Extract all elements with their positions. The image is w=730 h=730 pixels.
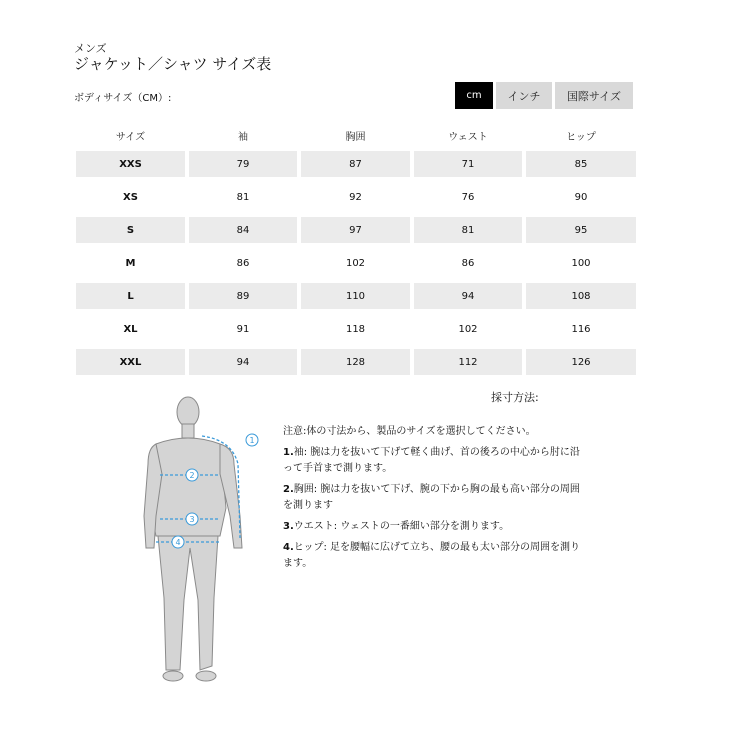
size-cell: S [76,217,185,243]
table-cell: 71 [414,151,522,177]
table-cell: 94 [414,283,522,309]
table-row [76,349,636,375]
table-cell: 118 [301,316,410,342]
table-row [76,184,636,210]
marker-2: 2 [189,471,195,480]
step-number: 1. [283,447,294,458]
column-header-hip: ヒップ [566,131,596,143]
marker-1: 1 [249,436,255,445]
size-cell: L [76,283,185,309]
table-cell: 116 [526,316,636,342]
tab-cm[interactable]: cm [455,82,493,109]
body-silhouette [144,397,242,681]
table-cell: 94 [189,349,297,375]
step-number: 2. [283,484,294,495]
step-text: ヒップ: 足を腰幅に広げて立ち、腰の最も太い部分の周囲を測ります。 [283,542,581,569]
tab-international-size[interactable]: 国際サイズ [555,82,633,109]
step-number: 3. [283,521,294,532]
measure-step [283,482,583,514]
size-cell: M [76,250,185,276]
table-cell: 79 [189,151,297,177]
tab-inch[interactable]: インチ [496,82,552,109]
table-row [76,217,636,243]
table-cell: 81 [414,217,522,243]
body-size-label: ボディサイズ（CM）: [74,93,172,104]
step-number: 4. [283,542,294,553]
size-cell: XS [76,184,185,210]
table-cell: 108 [526,283,636,309]
page-subtitle: メンズ [74,42,107,55]
body-measurement-figure [140,388,270,688]
table-cell: 91 [189,316,297,342]
measure-step [283,540,583,572]
measure-heading: 採寸方法: [491,391,539,404]
table-cell: 85 [526,151,636,177]
size-table [72,119,640,382]
marker-4: 4 [175,538,181,547]
measure-instructions [283,424,583,577]
step-text: 胸囲: 腕は力を抜いて下げ、腕の下から胸の最も高い部分の周囲を測ります [283,484,580,511]
table-cell: 100 [526,250,636,276]
column-header-sleeve: 袖 [238,131,248,143]
measure-step [283,519,583,535]
table-cell: 102 [301,250,410,276]
column-header-size: サイズ [115,131,146,143]
size-cell: XL [76,316,185,342]
table-header-row [76,126,636,144]
table-cell: 92 [301,184,410,210]
table-cell: 86 [189,250,297,276]
table-cell: 90 [526,184,636,210]
step-text: ウエスト: ウェストの一番細い部分を測ります。 [293,521,510,532]
table-cell: 81 [189,184,297,210]
measure-step [283,445,583,477]
step-text: 袖: 腕は力を抜いて下げて軽く曲げ、首の後ろの中心から肘に沿って手首まで測ります。 [283,447,580,474]
table-cell: 126 [526,349,636,375]
table-cell: 86 [414,250,522,276]
unit-tabs [455,82,633,109]
table-cell: 112 [414,349,522,375]
table-cell: 102 [414,316,522,342]
table-cell: 95 [526,217,636,243]
marker-3: 3 [189,515,195,524]
table-row [76,250,636,276]
table-cell: 97 [301,217,410,243]
table-cell: 89 [189,283,297,309]
table-cell: 76 [414,184,522,210]
table-row [76,283,636,309]
size-cell: XXL [76,349,185,375]
column-header-chest: 胸囲 [345,131,366,143]
column-header-waist: ウェスト [448,131,488,143]
measure-note: 注意:体の寸法から、製品のサイズを選択してください。 [283,426,536,437]
table-cell: 128 [301,349,410,375]
table-cell: 84 [189,217,297,243]
size-cell: XXS [76,151,185,177]
table-row [76,151,636,177]
table-cell: 110 [301,283,410,309]
page-title: ジャケット／シャツ サイズ表 [74,55,272,73]
table-row [76,316,636,342]
table-cell: 87 [301,151,410,177]
